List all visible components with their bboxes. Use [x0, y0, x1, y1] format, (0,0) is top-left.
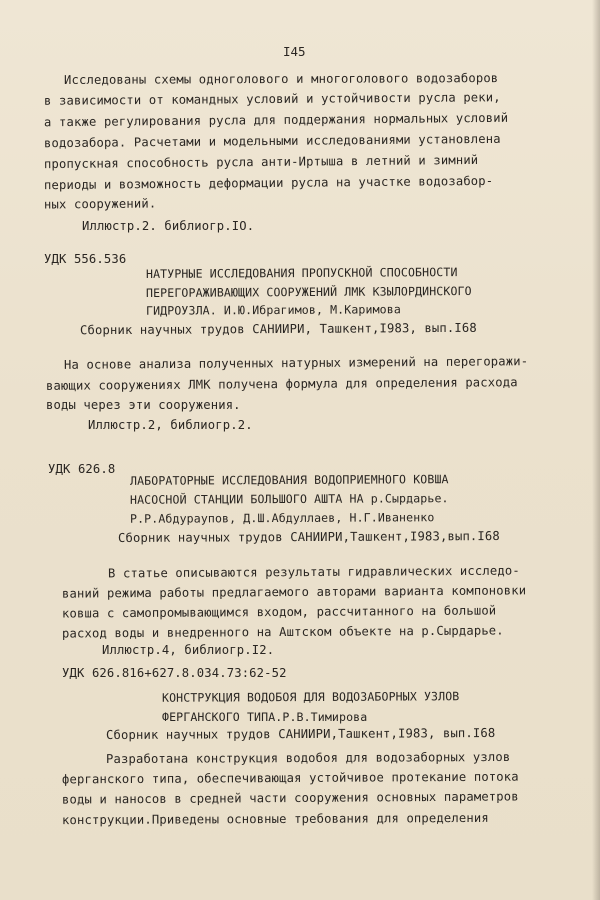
abstract-line: вающих сооружениях ЛМК получена формула для определения расхода	[45, 375, 518, 393]
source-citation: Сборник научных трудов САНИИРИ,Ташкент,I983, вып.I68	[105, 725, 496, 743]
article-authors: ГИДРОУЗЛА. И.Ю.Ибрагимов, М.Каримова	[145, 302, 401, 318]
article-title-line: КОНСТРУКЦИЯ ВОДОБОЯ ДЛЯ ВОДОЗАБОРНЫХ УЗЛОВ	[161, 689, 460, 705]
article-title-line: НАТУРНЫЕ ИССЛЕДОВАНИЯ ПРОПУСКНОЙ СПОСОБНОСТИ	[145, 265, 458, 281]
source-citation: Сборник научных трудов САНИИРИ,Ташкент,I983,вып.I68	[117, 529, 500, 545]
article-title-line: ЛАБОРАТОРНЫЕ ИССЛЕДОВАНИЯ ВОДОПРИЕМНОГО КОВША	[129, 472, 449, 488]
references-note: Иллюстр.4, библиогр.I2.	[102, 643, 275, 657]
references-note: Иллюстр.2, библиогр.2.	[88, 418, 253, 432]
udc-code: УДК 626.816+627.8.034.73:62-52	[62, 666, 287, 680]
udc-code: УДК 626.8	[48, 462, 116, 476]
abstract-line: водозабора. Расчетами и модельными исследованиями установлена	[43, 131, 501, 151]
abstract-line: конструкции.Приведены основные требования для определения	[61, 810, 489, 828]
abstract-line: ковша с самопромывающимся входом, рассчитанного на большой	[61, 603, 497, 621]
abstract-line: Разработана конструкция водобоя для водозаборных узлов	[105, 749, 511, 767]
references-note: Иллюстр.2. библиогр.IO.	[82, 219, 255, 233]
abstract-line: Исследованы схемы одноголового и многоголового водозаборов	[63, 71, 499, 87]
page-number: I45	[283, 44, 306, 59]
article-authors: ФЕРГАНСКОГО ТИПА.Р.В.Тимирова	[162, 710, 368, 724]
abstract-line: воды через эти сооружения.	[46, 398, 241, 412]
abstract-line: На основе анализа полученных натурных измерений на перегоражи-	[63, 354, 529, 372]
abstract-line: расход воды и внедренного на Аштском объекте на р.Сырдарье.	[61, 623, 504, 641]
abstract-line: В статье описываются результаты гидравлических исследо-	[107, 563, 520, 581]
udc-code: УДК 556.536	[44, 252, 127, 266]
abstract-line: в зависимости от командных условий и устойчивости русла реки,	[43, 90, 501, 108]
abstract-line: ферганского типа, обеспечивающая устойчивое протекание потока	[61, 769, 519, 787]
abstract-line: пропускная способность русла анти-Иртыша в летний и зимний	[43, 152, 479, 172]
abstract-line: периоды и возможность деформации русла на участке водозабор-	[43, 173, 494, 193]
abstract-line: ваний режима работы предлагаемого авторами варианта компоновки	[61, 583, 527, 601]
source-citation: Сборник научных трудов САНИИРИ, Ташкент,I983, вып.I68	[79, 320, 477, 338]
abstract-line: ных сооружений.	[43, 196, 157, 212]
abstract-line: воды и наносов в средней части сооружения основных параметров	[61, 789, 519, 807]
abstract-line: а также регулирования русла для поддержания нормальных условий	[43, 110, 509, 130]
article-title-line: ПЕРЕГОРАЖИВАЮЩИХ СООРУЖЕНИЙ ЛМК КЗЫЛОРДИНСКОГО	[145, 284, 472, 300]
article-authors: Р.Р.Абдураупов, Д.Ш.Абдуллаев, Н.Г.Иваненко	[129, 510, 435, 526]
article-title-line: НАСОСНОЙ СТАНЦИИ БОЛЬШОГО АШТА НА р.Сырдарье.	[129, 491, 449, 507]
